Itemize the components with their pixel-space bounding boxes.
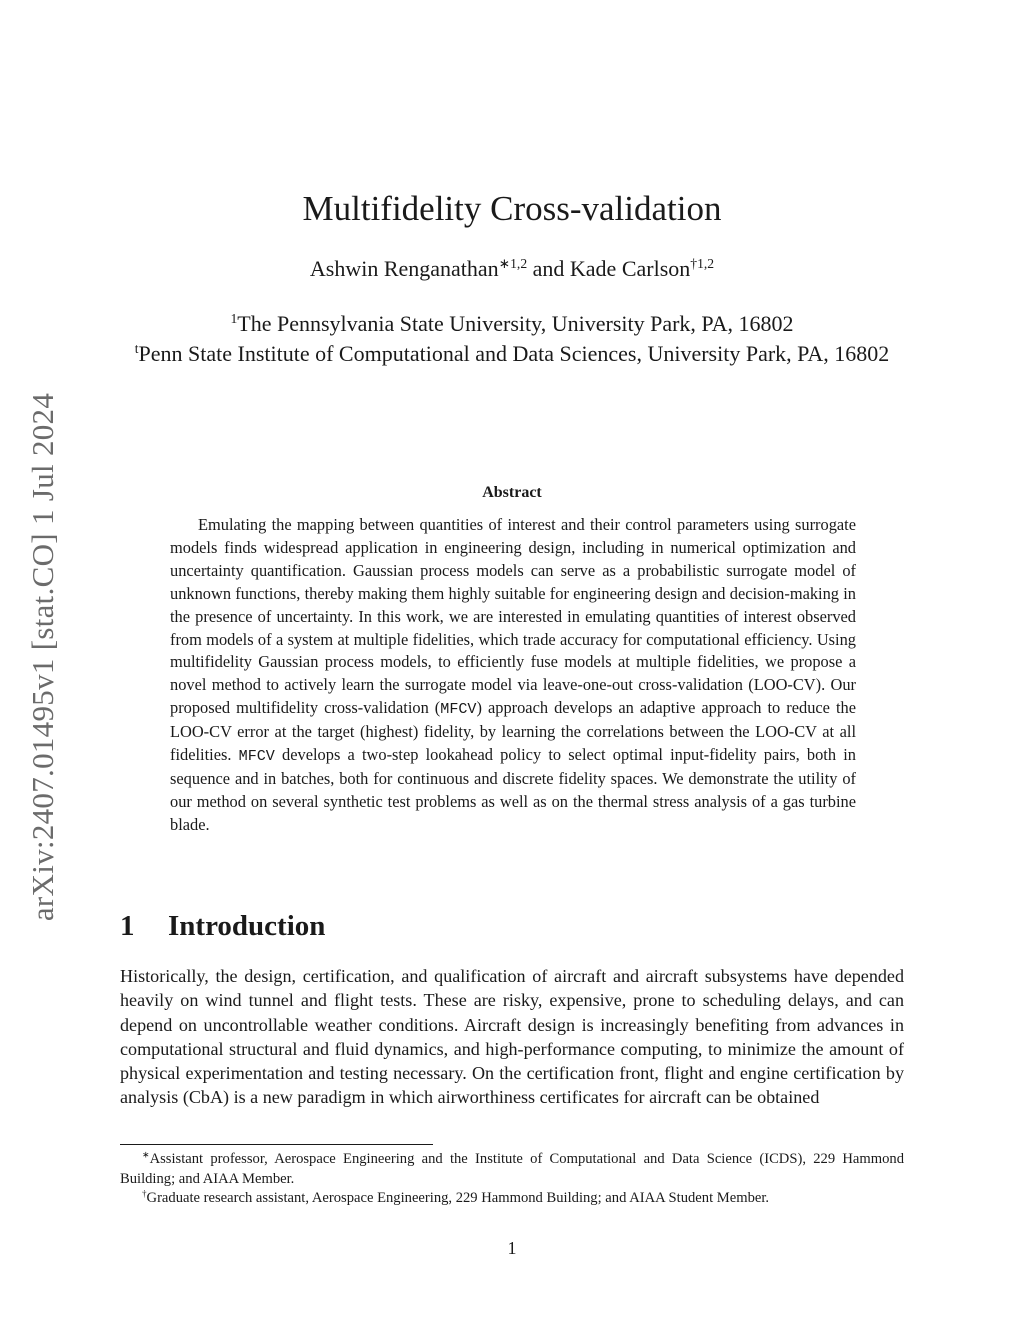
affiliation-1-mark: 1 xyxy=(230,310,238,326)
footnote-divider xyxy=(120,1144,433,1145)
author-1-affiliation-marks: ∗1,2 xyxy=(498,255,528,271)
author-line xyxy=(0,256,1024,282)
abstract-text-part-2: ) approach develops an adaptive approach to reduce the LOO-CV error at the target (highest) fidelity, by learning the correlations between the LOO-CV at all fidelities. xyxy=(170,698,856,765)
footnote-1-text: Assistant professor, Aerospace Engineering and the Institute of Computational and Data Science (ICDS), 229 Hammond Building; and AIAA Member. xyxy=(120,1151,904,1187)
section-heading-introduction xyxy=(120,910,325,943)
footnote-1-mark: ∗ xyxy=(142,1149,150,1160)
footnote-2 xyxy=(120,1189,904,1209)
introduction-paragraph: Historically, the design, certification, and qualification of aircraft and aircraft subsystems have depended heavily on wind tunnel and flight tests. These are risky, expensive, prone to scheduling delays, and can depend on uncontrollable weather conditions. Aircraft design is increasingly benefiting from advances in computational structural and fluid dynamics, and high-performance computing, to minimize the amount of physical experimentation and testing necessary. On the certification front, flight and engine certification by analysis (CbA) is a new paradigm in which airworthiness certificates for aircraft can be obtained xyxy=(120,966,904,1108)
abstract-body xyxy=(170,514,856,837)
page-number: 1 xyxy=(507,1238,517,1258)
footnote-2-mark: † xyxy=(142,1188,147,1199)
abstract-heading: Abstract xyxy=(482,484,542,501)
footnote-1 xyxy=(120,1150,904,1189)
section-title: Introduction xyxy=(168,910,326,942)
author-2-affiliation-marks: †1,2 xyxy=(690,255,715,271)
section-number: 1 xyxy=(120,910,135,942)
affiliation-2 xyxy=(120,339,904,369)
paper-title: Multifidelity Cross-validation xyxy=(302,189,722,228)
author-conjunction: and xyxy=(527,256,570,281)
abstract-text-part-3: develops a two-step lookahead policy to select optimal input-fidelity pairs, both in sequence and in batches, both for continuous and discrete fidelity spaces. We demonstrate the utility of our method on several synthetic test problems as well as on the thermal stress analysis of a gas turbine blade. xyxy=(170,745,856,834)
affiliation-2-text: Penn State Institute of Computational and Data Sciences, University Park, PA, 16802 xyxy=(138,341,890,366)
affiliation-1 xyxy=(120,309,904,339)
author-name-2: Kade Carlson xyxy=(569,256,691,281)
affiliation-2-mark: t xyxy=(134,340,139,356)
footnotes xyxy=(120,1150,904,1209)
footnote-2-text: Graduate research assistant, Aerospace Engineering, 229 Hammond Building; and AIAA Student Member. xyxy=(146,1190,770,1206)
abstract-acronym: MFCV xyxy=(440,700,477,719)
affiliation-1-text: The Pennsylvania State University, University Park, PA, 16802 xyxy=(237,311,794,336)
abstract-acronym-repeat: MFCV xyxy=(238,747,275,766)
arxiv-identifier-stamp: arXiv:2407.01495v1 [stat.CO] 1 Jul 2024 xyxy=(25,392,60,922)
abstract-text-part-1: Emulating the mapping between quantities of interest and their control parameters using surrogate models finds widespread application in engineering design, including in numerical optimization and uncertainty quantification. Gaussian process models can serve as a probabilistic surrogate model of unknown functions, thereby making them highly suitable for engineering design and decision-making in the presence of uncertainty. In this work, we are interested in emulating quantities of interest observed from models of a system at multiple fidelities, which trade accuracy for computational efficiency. Using multifidelity Gaussian process models, to efficiently fuse models at multiple fidelities, we propose a novel method to actively learn the surrogate model via leave-one-out cross-validation (LOO-CV). Our proposed multifidelity cross-validation ( xyxy=(170,515,856,718)
author-name-1: Ashwin Renganathan xyxy=(309,256,499,281)
